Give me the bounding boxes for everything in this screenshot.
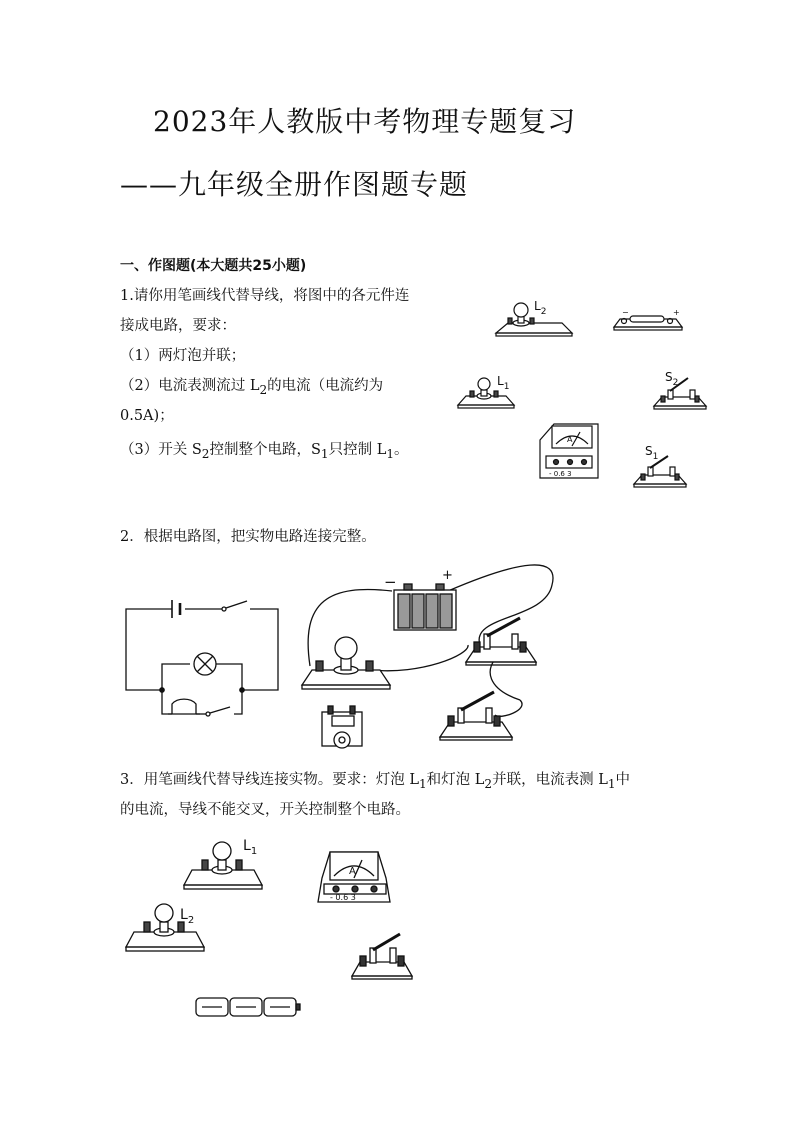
q1-line-5: 0.5A)； [120,408,174,424]
q3-batteries [196,998,300,1016]
q1-line-3: （1）两灯泡并联； [120,348,246,364]
ammeter-letter: A [567,435,573,444]
q3-lamp-l2-label: $L_2$ [180,907,195,926]
q3-line-1: 3．用笔画线代替导线连接实物。要求：灯泡 $L_1$和灯泡 $L_2$并联，电流表测 $L_1$中 [120,772,631,791]
q3-ammeter-scale: - 0.6 3 [330,893,356,902]
q1-line-4: （2）电流表测流过 $L_2$的电流（电流约为 [120,378,384,397]
svg-text:+: + [673,308,680,317]
section-heading: 一、作图题(本大题共25小题) [120,258,307,274]
battery-plus: + [442,568,453,583]
q1-line-1: 1.请你用笔画线代替导线，将图中的各元件连 [120,288,410,304]
switch-s2-label: $S_2$ [665,370,679,388]
q2-text: 2．根据电路图，把实物电路连接完整。 [120,529,376,545]
q1-line-2: 接成电路，要求： [120,318,236,334]
svg-text:−: − [622,308,629,317]
title-line-1: 2023年人教版中考物理专题复习 [153,105,577,138]
switch-s1-label: $S_1$ [645,444,659,462]
title-line-2: ——九年级全册作图题专题 [120,168,469,201]
q3-line-2: 的电流，导线不能交叉，开关控制整个电路。 [120,802,410,818]
q1-line-6: （3）开关 $S_2$控制整个电路，$S_1$只控制 $L_1$。 [120,442,409,461]
q3-switch [352,934,412,979]
lamp-l1-label: $L_1$ [497,374,510,392]
ammeter-scale: - 0.6 3 [549,470,572,478]
q3-lamp-l2 [126,904,204,951]
battery-minus: − [384,573,397,591]
lamp-l2-label: $L_2$ [534,299,547,317]
q3-lamp-l1-label: $L_1$ [243,838,258,857]
q3-ammeter-letter: A [349,866,356,877]
